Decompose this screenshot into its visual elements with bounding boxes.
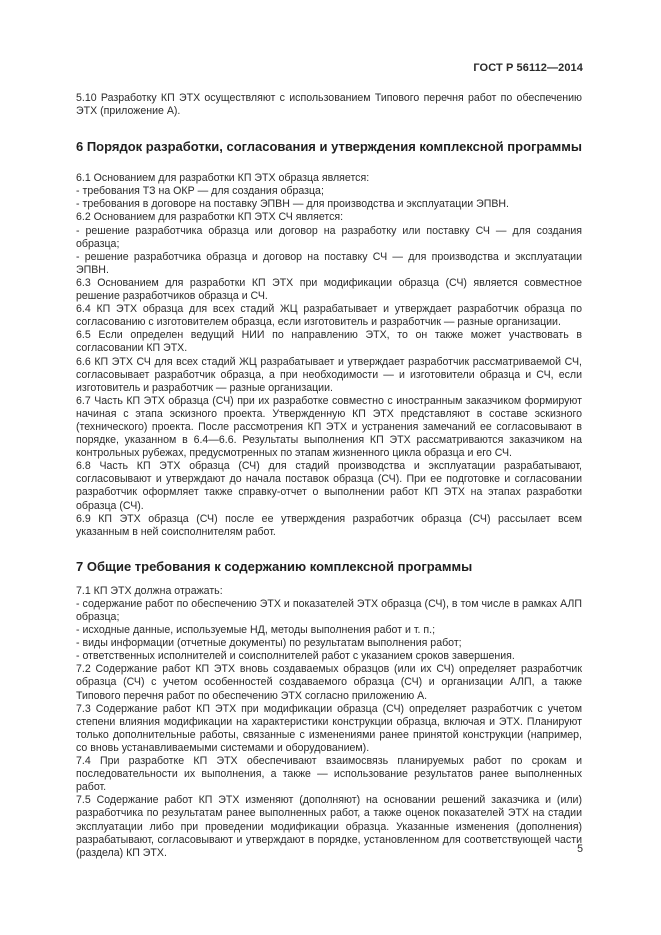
paragraph: 6.8 Часть КП ЭТХ образца (СЧ) для стадий производства и эксплуатации разрабатывают, согласовывают и утверждают до начала поставок образца (СЧ). При ее подготовке и согласовании разработчик оформляет также справку-отчет о выполнении работ КП ЭТХ на этапах разработки образца (СЧ). <box>76 460 582 512</box>
page-number: 5 <box>577 843 583 855</box>
list-item: - требования ТЗ на ОКР — для создания образца; <box>76 185 324 198</box>
paragraph: 6.3 Основанием для разработки КП ЭТХ при модификации образца (СЧ) является совместное решение разработчиков образца и СЧ. <box>76 276 582 303</box>
list-item: - решение разработчика образца и договор на поставку СЧ — для производства и эксплуатации ЭПВН. <box>76 250 582 276</box>
paragraph: 6.4 КП ЭТХ образца для всех стадий ЖЦ разрабатывает и утверждает разработчик образца по согласованию с изготовителем образца, если изготовитель и разработчик — разные организации. <box>76 303 582 329</box>
list-item: - ответственных исполнителей и соисполнителей работ с указанием сроков завершения. <box>76 650 515 663</box>
section-7-heading: 7 Общие требования к содержанию комплексной программы <box>76 558 473 574</box>
standard-number: ГОСТ Р 56112—2014 <box>473 62 583 74</box>
paragraph: 7.4 При разработке КП ЭТХ обеспечивают взаимосвязь планируемых работ по срокам и последовательности их выполнения, а также — использование результатов ранее выполненных работ. <box>76 755 582 794</box>
paragraph: 7.1 КП ЭТХ должна отражать: <box>76 584 223 597</box>
paragraph: 6.5 Если определен ведущий НИИ по направлению ЭТХ, то он также может участвовать в согласовании КП ЭТХ. <box>76 329 582 355</box>
list-item: - содержание работ по обеспечению ЭТХ и показателей ЭТХ образца (СЧ), в том числе в рамках АЛП образца; <box>76 597 582 623</box>
paragraph: 6.7 Часть КП ЭТХ образца (СЧ) при их разработке совместно с иностранным заказчиком формируют начиная с этапа эскизного проекта. Утвержденную КП ЭТХ представляют в составе эскизного (технического) проекта. После рассмотрения КП ЭТХ и устранения замечаний ее согласовывают в порядке, указанном в 6.4—6.6. Результаты выполнения КП ЭТХ рассматриваются заказчиком на контрольных рубежах, предусмотренных по этапам жизненного цикла образца и его СЧ. <box>76 394 582 460</box>
paragraph: 7.2 Содержание работ КП ЭТХ вновь создаваемых образцов (или их СЧ) определяет разработчик образца (СЧ) с учетом особенностей создаваемого образца (СЧ) и организации АЛП, а также Типового перечня работ по обеспечению ЭТХ согласно приложению А. <box>76 663 582 702</box>
list-item: - требования в договоре на поставку ЭПВН — для производства и эксплуатации ЭПВН. <box>76 198 509 211</box>
paragraph: 6.2 Основанием для разработки КП ЭТХ СЧ является: <box>76 211 344 224</box>
section-6-heading: 6 Порядок разработки, согласования и утверждения комплексной программы <box>76 139 582 155</box>
paragraph: 6.1 Основанием для разработки КП ЭТХ образца является: <box>76 172 370 185</box>
paragraph: 6.6 КП ЭТХ СЧ для всех стадий ЖЦ разрабатывает и утверждает разработчик рассматриваемой СЧ, согласовывает разработчик образца, а при необходимости — и изготовители образца и СЧ, если изготовитель и разработчик — разные организации. <box>76 355 582 394</box>
list-item: - виды информации (отчетные документы) по результатам выполнения работ; <box>76 637 462 650</box>
paragraph: 7.5 Содержание работ КП ЭТХ изменяют (дополняют) на основании решений заказчика и (или) разработчика по результатам ранее выполненных работ, а также оценок показателей ЭТХ на стадии эксплуатации либо при проведении модификации образца. Указанные изменения (дополнения) разрабатывают, согласовывают и утверждают в порядке, установленном для соответствующей части (раздела) КП ЭТХ. <box>76 794 582 859</box>
list-item: - решение разработчика образца или договор на разработку или поставку СЧ — для создания образца; <box>76 224 582 250</box>
paragraph: 6.9 КП ЭТХ образца (СЧ) после ее утверждения разработчик образца (СЧ) рассылает всем указанным в ней соисполнителям работ. <box>76 512 582 538</box>
paragraph-5-10: 5.10 Разработку КП ЭТХ осуществляют с использованием Типового перечня работ по обеспечению ЭТХ (приложение А). <box>76 92 582 118</box>
list-item: - исходные данные, используемые НД, методы выполнения работ и т. п.; <box>76 624 436 637</box>
paragraph: 7.3 Содержание работ КП ЭТХ при модификации образца (СЧ) определяет разработчик с учетом степени влияния модификации на характеристики конструкции образца, включая и ЭТХ. Планируют только дополнительные работы, связанные с изменениями ранее принятой конструкции (например, со вновь устанавливаемыми системами и оборудованием). <box>76 702 582 754</box>
document-body <box>76 92 582 860</box>
